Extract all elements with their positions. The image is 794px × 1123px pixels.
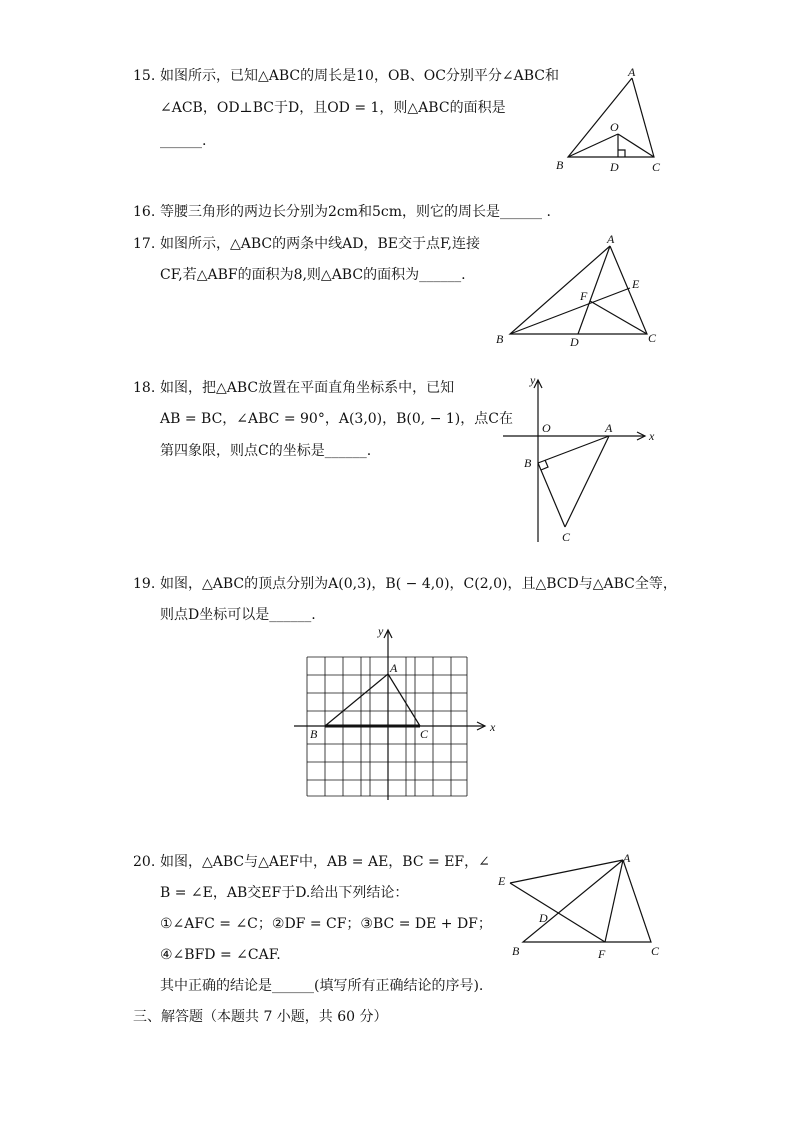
q19-label-C: C <box>420 727 429 741</box>
q15-label-A: A <box>628 65 636 79</box>
q18-number: 18. <box>133 380 156 396</box>
q16-line1: 等腰三角形的两边长分别为2cm和5cm，则它的周长是______ . <box>160 204 551 220</box>
q17-number: 17. <box>133 236 156 252</box>
q18-coordinate-figure <box>495 372 665 547</box>
q20-label-B: B <box>512 944 520 958</box>
q18-label-A: A <box>605 421 613 435</box>
q17-line2: CF,若△ABF的面积为8,则△ABC的面积为______. <box>160 267 466 283</box>
q20-line4: ④∠BFD = ∠CAF. <box>160 947 281 963</box>
q17-label-D: D <box>570 335 579 349</box>
q20-line2: B = ∠E，AB交EF于D.给出下列结论： <box>160 885 409 901</box>
q19-label-A: A <box>390 661 398 675</box>
q15-line3: ______. <box>160 133 207 149</box>
section-heading: 三、解答题（本题共 7 小题，共 60 分） <box>133 1009 388 1025</box>
q17-line1: 如图所示，△ABC的两条中线AD，BE交于点F,连接 <box>160 236 480 252</box>
q15-label-D: D <box>610 160 619 174</box>
q18-line3: 第四象限，则点C的坐标是______. <box>160 443 372 459</box>
q17-label-A: A <box>607 232 615 246</box>
q18-label-C: C <box>562 530 571 544</box>
q15-number: 15. <box>133 68 156 84</box>
q19-label-y: y <box>378 624 384 638</box>
q20-label-E: E <box>498 874 506 888</box>
q15-label-O: O <box>610 120 619 134</box>
q15-triangle-figure <box>548 62 688 177</box>
q20-line1: 如图，△ABC与△AEF中，AB = AE，BC = EF，∠ <box>160 854 490 870</box>
q15-line1: 如图所示，已知△ABC的周长是10，OB、OC分别平分∠ABC和 <box>160 68 560 84</box>
q17-label-F: F <box>580 289 588 303</box>
q19-label-x: x <box>490 720 496 734</box>
q20-label-D: D <box>539 911 548 925</box>
q18-label-B: B <box>524 456 532 470</box>
q19-number: 19. <box>133 576 156 592</box>
q18-label-x: x <box>649 429 655 443</box>
q16-number: 16. <box>133 204 156 220</box>
q20-line3: ①∠AFC = ∠C；②DF = CF；③BC = DE + DF； <box>160 916 492 932</box>
q19-line1: 如图，△ABC的顶点分别为A(0,3)，B( − 4,0)，C(2,0)，且△BCD与△ABC全等， <box>160 576 677 592</box>
q17-label-C: C <box>648 331 657 345</box>
q19-line2: 则点D坐标可以是______. <box>160 607 316 623</box>
q17-label-E: E <box>632 277 640 291</box>
q20-triangles-figure <box>495 848 670 968</box>
q18-line1: 如图，把△ABC放置在平面直角坐标系中，已知 <box>160 380 455 396</box>
q18-label-O: O <box>542 421 551 435</box>
q19-label-B: B <box>310 727 318 741</box>
q17-label-B: B <box>496 332 504 346</box>
q18-label-y: y <box>530 373 536 387</box>
q18-line2: AB = BC，∠ABC = 90°，A(3,0)，B(0, − 1)，点C在 <box>160 411 513 427</box>
q15-label-C: C <box>652 160 661 174</box>
q17-triangle-figure <box>490 230 665 350</box>
q20-number: 20. <box>133 854 156 870</box>
q20-label-A: A <box>623 851 631 865</box>
q20-label-C: C <box>651 944 660 958</box>
q15-label-B: B <box>556 158 564 172</box>
q20-line5: 其中正确的结论是______(填写所有正确结论的序号). <box>160 978 484 994</box>
q19-grid-figure <box>290 622 505 802</box>
q15-line2: ∠ACB，OD⊥BC于D，且OD = 1，则△ABC的面积是 <box>160 100 506 116</box>
q20-label-F: F <box>598 947 606 961</box>
